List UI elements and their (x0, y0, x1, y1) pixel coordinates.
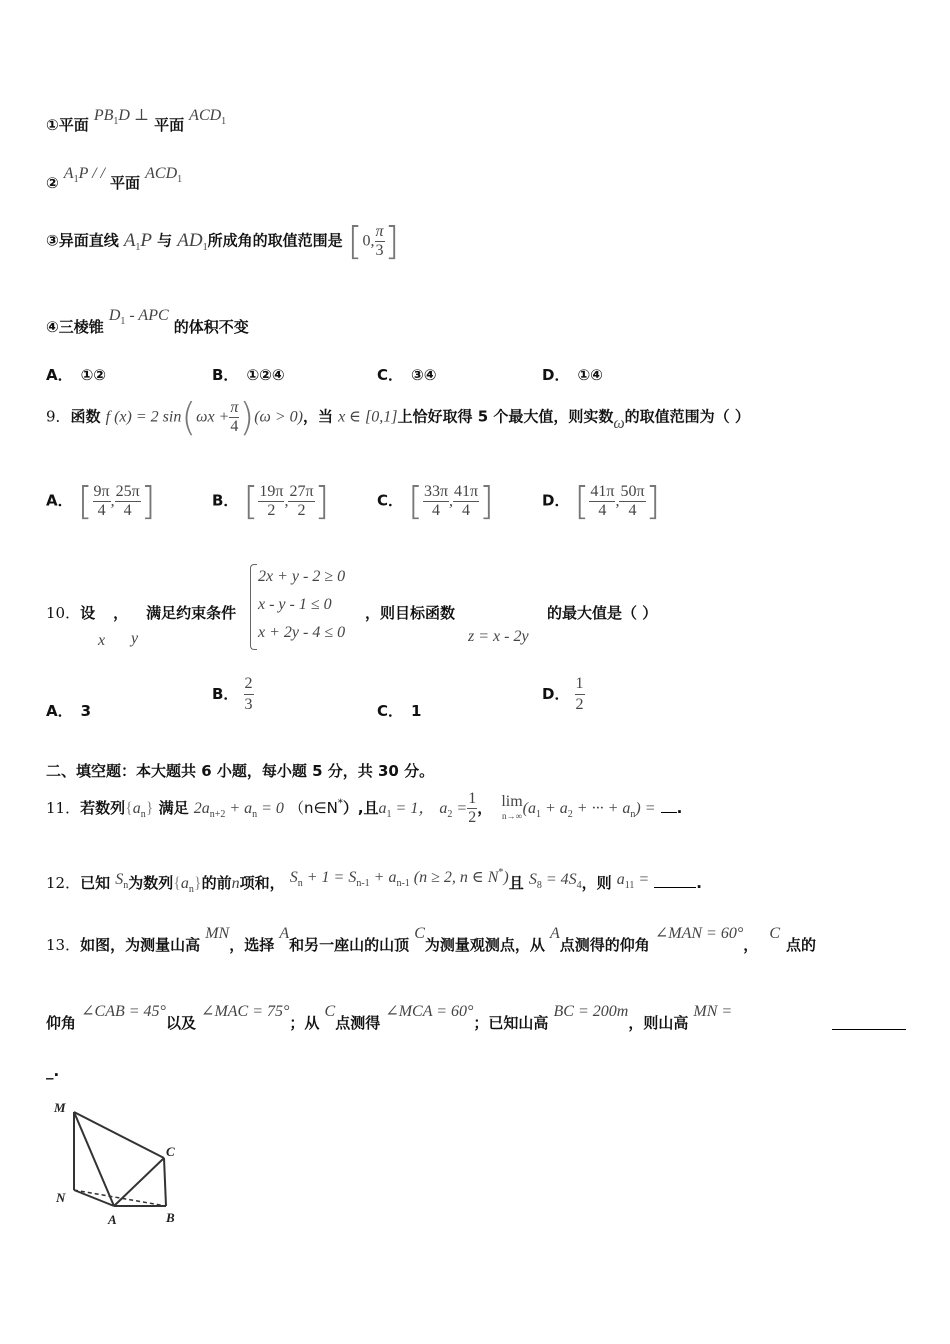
option-number: ④ (46, 318, 59, 336)
question-13-line-2: 仰角 ∠CAB = 45°以及 ∠MAC = 75°；从 C点测得 ∠MCA = 60°；已知山高 BC = 200m，则山高 MN = (46, 1003, 733, 1032)
math: $A_1P$ (123, 229, 153, 253)
answer-blank[interactable] (654, 887, 696, 888)
question-number: 13． (46, 936, 81, 954)
question-13-line-1: 13．如图，为测量山高 MN，选择 A和另一座山的山顶 C为测量观测点，从 A点测得的仰角 ∠MAN = 60°， C点的 (46, 925, 817, 954)
mountain-figure (44, 1094, 194, 1234)
q8-choice-c[interactable]: C． ③④ (377, 366, 437, 384)
math: $ACD_1$ (189, 107, 227, 127)
question-10-line: 10．设 ， 满足约束条件 (46, 604, 237, 622)
section-heading: 二、填空题：本大题共 6 小题，每小题 5 分，共 30 分。 (46, 762, 435, 780)
q10-choice-a[interactable]: A． 3 (46, 702, 92, 720)
ac-line (114, 1158, 164, 1206)
option-number: ③ (46, 231, 59, 250)
q8-choice-b[interactable]: B． ①②④ (212, 366, 285, 384)
option-number: ① (46, 116, 59, 134)
math: $AD_1$ (177, 229, 208, 253)
math: $D_1$ - APC (108, 307, 169, 327)
q8-option-2 (46, 162, 183, 192)
label-c: C (166, 1144, 175, 1159)
option-text: 平面 (154, 116, 185, 134)
question-number: 12． (46, 874, 81, 892)
cb-line (164, 1158, 166, 1206)
math: $ACD_1$ (145, 165, 183, 185)
answer-blank[interactable] (832, 1013, 906, 1030)
fraction: $\frac{\pi}{3}$ (375, 222, 384, 259)
question-9: 9．函数 f (x) = 2 sin(ωx + $\frac{\pi}{4}$ )(ω > 0)，当 x ∈ [0,1]上恰好取得 5 个最大值，则实数ω的取值范围为（ ） (46, 395, 750, 439)
q10-choice-b[interactable]: B． $\frac{2}{3}$ (212, 675, 253, 713)
q8-choice-a[interactable]: A． ①② (46, 366, 107, 384)
nb-dashed-line (74, 1190, 166, 1206)
q8-option-3: ③异面直线 $A_1P$ 与 $AD_1$所成角的取值范围是 [0, $\frac{\pi}{3}$ ] (46, 219, 400, 263)
option-text: 平面 (58, 116, 89, 134)
q10-choice-d[interactable]: D． $\frac{1}{2}$ (542, 675, 584, 713)
q10-choice-c[interactable]: C． 1 (377, 702, 422, 720)
q9-choice-d[interactable]: D． [ $\frac{41\pi}{4}$ , $\frac{50\pi}{4}$ ] (542, 479, 661, 523)
option-text: 平面 (110, 174, 141, 192)
q9-choice-b[interactable]: B． [ $\frac{19\pi}{2}$ , $\frac{27\pi}{2}$ ] (212, 479, 330, 523)
q9-choice-c[interactable]: C． [ $\frac{33\pi}{4}$ , $\frac{41\pi}{4}$ ] (377, 479, 494, 523)
fraction: $\frac{\pi}{4}$ (230, 398, 239, 435)
label-m: M (54, 1100, 66, 1115)
math: $PB_1D$ ⊥ (93, 107, 149, 127)
label-n: N (56, 1190, 66, 1205)
option-number: ② (46, 174, 59, 192)
var-y: y (131, 630, 139, 647)
q9-choice-a[interactable]: A． [ $\frac{9\pi}{4}$ , $\frac{25\pi}{4}$ ] (46, 479, 156, 523)
question-number: 11． (46, 799, 81, 817)
q8-choice-d[interactable]: D． ①④ (542, 366, 603, 384)
label-a: A (108, 1212, 117, 1227)
question-number: 10． (46, 604, 81, 622)
math: $A_1P$ / / (63, 165, 105, 185)
q8-option-1 (46, 104, 227, 134)
label-b: B (166, 1210, 175, 1225)
mc-line (74, 1112, 164, 1158)
question-11: 11．若数列$\{a_n\}$ 满足 $2a_{n+2} + a_n = 0$ （n∈N*）,且$a_1 = 1$， $a_2$ = $\frac{1}{2}$ ， lim n→∞ ($a_1 + a_2$ + ··· + $a_n$) = . (46, 790, 683, 826)
var-x: x (98, 632, 106, 649)
question-number: 9． (46, 407, 71, 426)
objective-function: z = x - 2y (468, 628, 529, 645)
question-12: 12．已知 $S_n$为数列$\{a_n\}$的前n项和， $S_n + 1 = S_{n-1} + a_{n-1}$ (n ≥ 2, n ∈ N*)且 $S_8 = 4S_4$，则 $a_{11}$ = . (46, 867, 702, 895)
q8-option-4: ④三棱锥 $D_1$ - APC 的体积不变 (46, 307, 249, 336)
answer-blank[interactable] (661, 812, 677, 813)
left-bracket: [ (347, 219, 363, 263)
right-bracket: ] (384, 219, 400, 263)
